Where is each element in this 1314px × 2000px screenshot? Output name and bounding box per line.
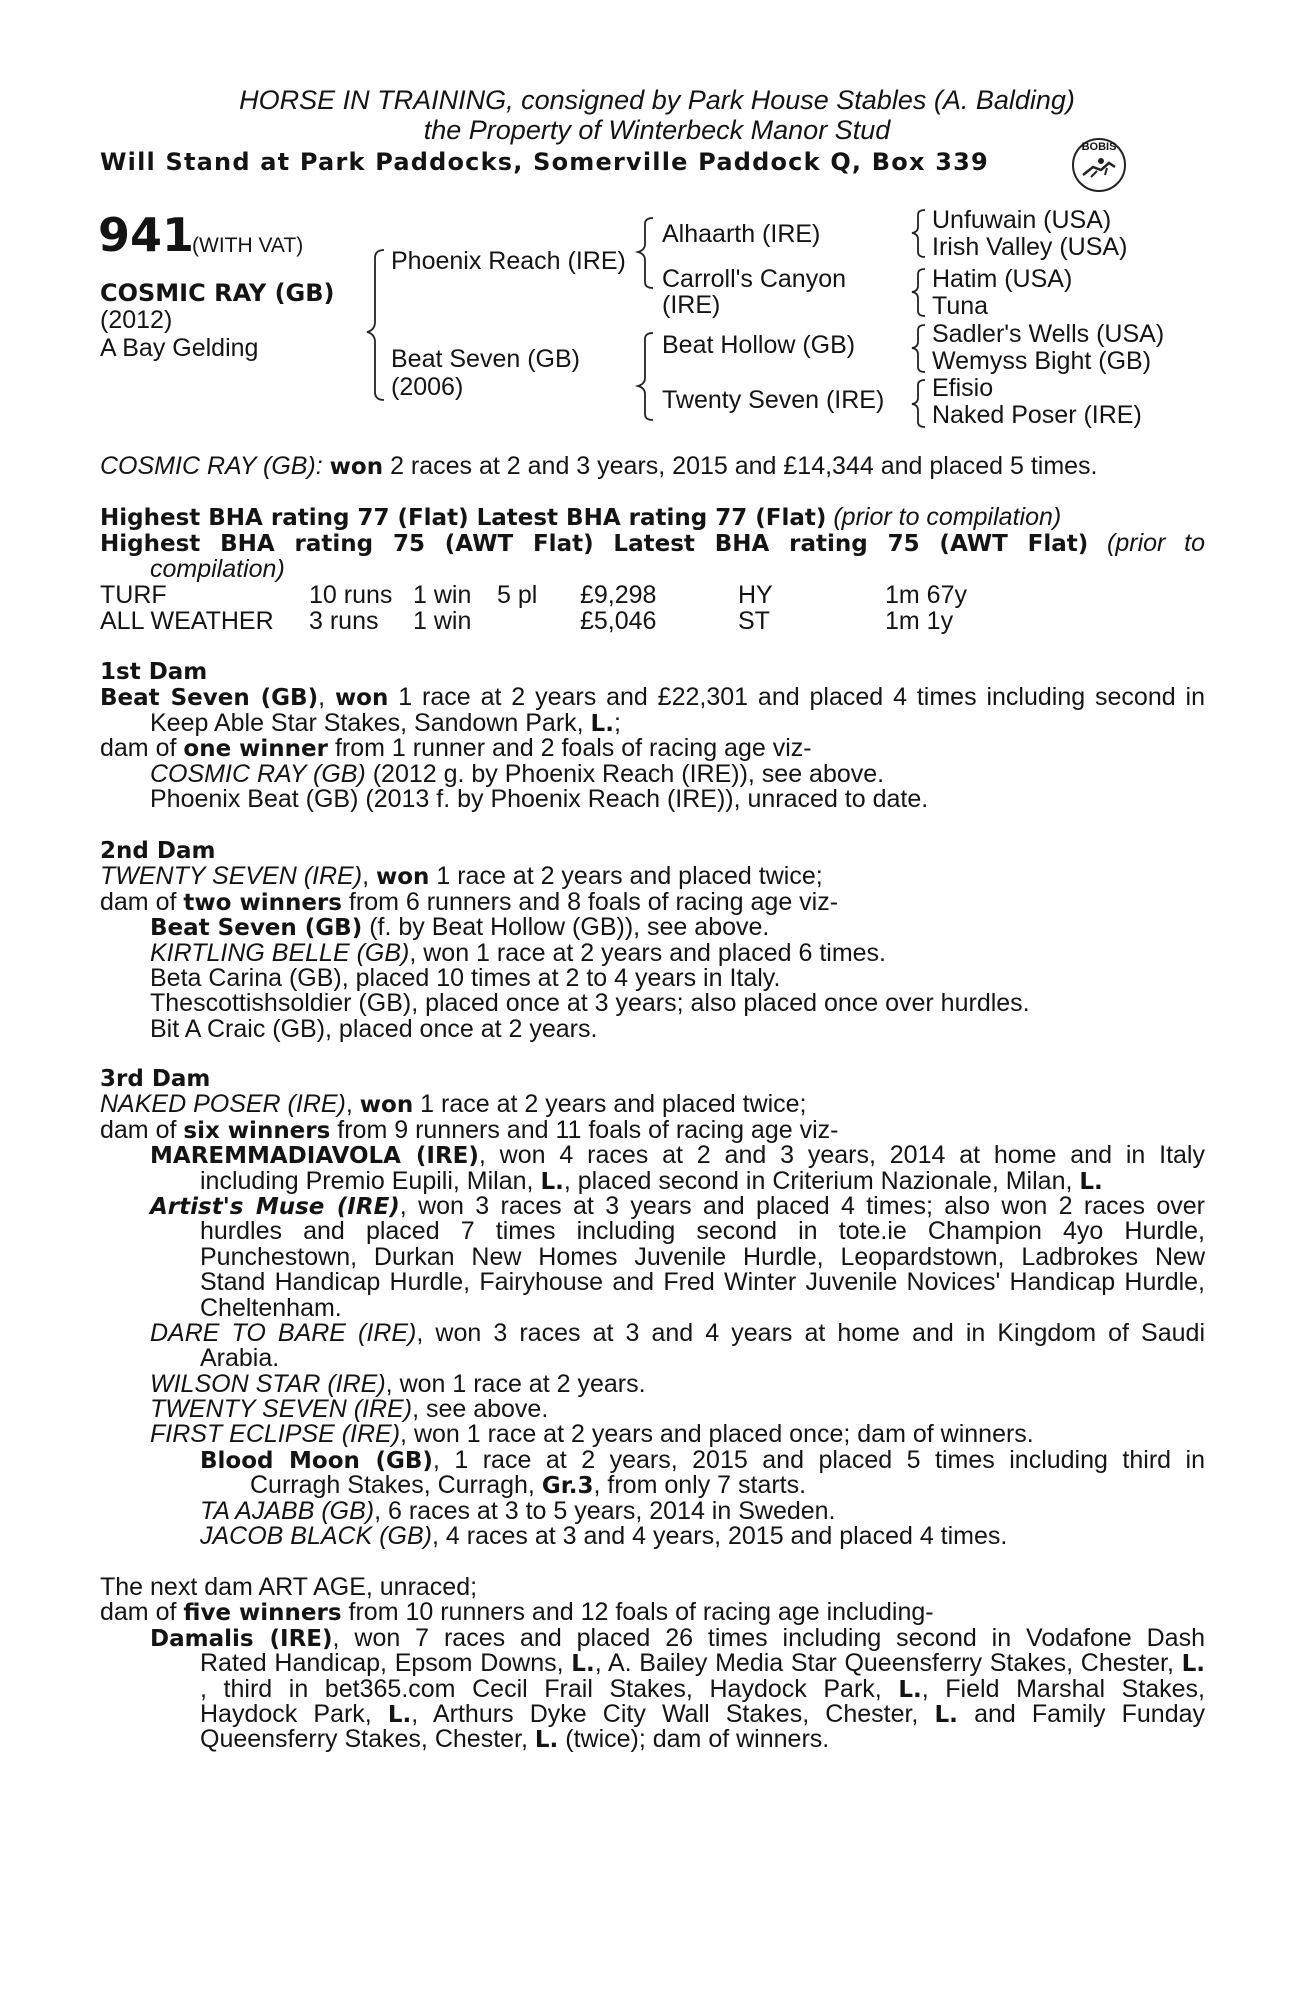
second-dam-name: TWENTY SEVEN (IRE) xyxy=(100,862,363,891)
produce-text: , won 3 races at 3 years and placed 4 times; also won 2 races over xyxy=(399,1191,1205,1220)
second-dam-text: 1 race at 2 years and placed twice; xyxy=(436,862,823,891)
third-dam-section xyxy=(100,1067,1205,1549)
listed-marker: L. xyxy=(934,1701,958,1728)
winners-count: five winners xyxy=(183,1600,342,1627)
vat-label: (WITH VAT) xyxy=(192,234,304,257)
record-surface-aw: ALL WEATHER xyxy=(100,607,274,635)
produce-text: Curragh Stakes, Curragh, xyxy=(250,1471,535,1500)
produce-name: MAREMMADIAVOLA (IRE) xyxy=(150,1143,479,1170)
group-marker: Gr.3 xyxy=(541,1473,594,1500)
third-dam-line-1: NAKED POSER (IRE), won 1 race at 2 years and placed twice; xyxy=(100,1090,807,1119)
produce-text: , from only 7 starts. xyxy=(593,1471,807,1500)
produce-text: , won 1 race at 2 years and placed once; dam of winners. xyxy=(400,1420,1034,1449)
listed-marker: L. xyxy=(387,1701,412,1728)
produce-text: , placed second in Criterium Nazionale, Milan, xyxy=(563,1166,1073,1195)
rating-awt-note: (prior to xyxy=(1107,529,1205,557)
dam-of-label: dam of xyxy=(100,1598,177,1627)
produce-item-cont: Arabia. xyxy=(200,1344,280,1373)
second-dam-won: won xyxy=(375,864,430,891)
produce-text: , 4 races at 3 and 4 years, 2015 and placed 4 times. xyxy=(432,1522,1008,1551)
produce-item xyxy=(100,1397,1205,1422)
third-dam-produce-intro xyxy=(100,1115,1205,1144)
produce-text: Haydock Park, xyxy=(200,1699,372,1728)
pedigree-sire-sire: Alhaarth (IRE) xyxy=(662,220,821,248)
bobis-logo-text: BOBIS xyxy=(1081,141,1117,153)
pedigree-dam-sire: Beat Hollow (GB) xyxy=(662,331,856,359)
winners-count: six winners xyxy=(183,1117,331,1144)
record-going-turf: HY xyxy=(738,581,773,609)
record-wins-turf: 1 win xyxy=(413,581,472,609)
produce-name: FIRST ECLIPSE (IRE) xyxy=(150,1420,401,1449)
dam-of-label: dam of xyxy=(100,887,177,916)
listed-marker: L. xyxy=(1181,1651,1206,1678)
produce-text: , 1 race at 2 years, 2015 and placed 5 times including third in xyxy=(432,1445,1205,1474)
first-dam-text-2: Keep Able Star Stakes, Sandown Park, xyxy=(150,708,584,737)
header-line-3: Will Stand at Park Paddocks, Somerville Paddock Q, Box 339 xyxy=(100,148,989,176)
produce-name: Damalis (IRE) xyxy=(150,1625,333,1652)
produce-name: Artist's Muse (IRE) xyxy=(150,1193,400,1220)
pedigree-sire-dam-country: (IRE) xyxy=(662,291,721,319)
horse-name: COSMIC RAY (GB) xyxy=(100,279,335,307)
race-summary xyxy=(100,454,1098,480)
record-going-aw: ST xyxy=(738,607,770,635)
produce-text: , Field Marshal Stakes, xyxy=(921,1674,1205,1703)
produce-text: , A. Bailey Media Star Queensferry Stakes, Chester, xyxy=(594,1649,1174,1678)
produce-text: , 6 races at 3 to 5 years, 2014 in Sweden. xyxy=(374,1496,836,1525)
produce-item-cont: Cheltenham. xyxy=(200,1293,342,1322)
grand-produce-item xyxy=(100,1445,1205,1474)
record-placed-turf: 5 pl xyxy=(497,581,538,609)
first-dam-heading: 1st Dam xyxy=(100,659,208,685)
record-runs-aw: 3 runs xyxy=(309,607,379,635)
listed-marker: L. xyxy=(590,710,614,737)
summary-horse-name: COSMIC RAY (GB) xyxy=(100,452,316,480)
produce-item xyxy=(100,1191,1205,1220)
produce-text: (2012 g. by Phoenix Reach (IRE)), see above. xyxy=(372,759,885,788)
produce-item: Thescottishsoldier (GB), placed once at 3 years; also placed once over hurdles. xyxy=(150,989,1030,1018)
lot-number: 941 xyxy=(98,208,195,262)
summary-colon: : xyxy=(315,452,323,480)
produce-item: Beta Carina (GB), placed 10 times at 2 to 4 years in Italy. xyxy=(150,963,781,992)
pedigree-g4: Tuna xyxy=(932,292,989,320)
third-dam-heading: 3rd Dam xyxy=(100,1066,211,1092)
second-dam-section xyxy=(100,839,1205,1042)
produce-name: Blood Moon (GB) xyxy=(200,1447,433,1474)
produce-name: JACOB BLACK (GB) xyxy=(200,1522,432,1551)
dam-of-label: dam of xyxy=(100,1115,177,1144)
produce-text: , won 4 races at 2 and 3 years, 2014 at home and in Italy xyxy=(478,1141,1205,1170)
first-dam-text-1: 1 race at 2 years and £22,301 and placed 4 times including second in xyxy=(398,683,1205,712)
produce-item xyxy=(100,759,1205,788)
rating-awt-bold: Highest BHA rating 75 (AWT Flat) Latest BHA rating 75 (AWT Flat) xyxy=(100,531,1089,557)
produce-item-cont xyxy=(100,1699,1206,1728)
produce-item-cont: Punchestown, Durkan New Homes Juvenile Hurdle, Leopardstown, Ladbrokes New xyxy=(200,1242,1205,1271)
first-dam-produce-intro xyxy=(100,736,1205,761)
produce-text: Queensferry Stakes, Chester, xyxy=(200,1725,528,1754)
produce-item: Phoenix Beat (GB) (2013 f. by Phoenix Reach (IRE)), unraced to date. xyxy=(150,784,929,813)
record-distance-aw: 1m 1y xyxy=(885,607,954,635)
pedigree-g6: Wemyss Bight (GB) xyxy=(932,347,1152,375)
produce-text: , won 7 races and placed 26 times including second in Vodafone Dash xyxy=(332,1623,1205,1652)
listed-marker: L. xyxy=(571,1651,595,1678)
winners-count: one winner xyxy=(183,736,328,763)
header-line-2: the Property of Winterbeck Manor Stud xyxy=(423,115,891,145)
pedigree-g3: Hatim (USA) xyxy=(932,265,1073,293)
rating-awt xyxy=(100,531,1205,557)
produce-item-cont: hurdles and placed 7 times including second in tote.ie Champion 4yo Hurdle, xyxy=(200,1217,1205,1246)
listed-marker: L. xyxy=(534,1727,559,1754)
first-dam-line-1: Beat Seven (GB), won 1 race at 2 years and £22,301 and placed 4 times including second in xyxy=(100,683,1205,712)
second-dam-produce-intro xyxy=(100,887,1205,916)
first-dam-text-2-end: ; xyxy=(613,708,621,737)
record-distance-turf: 1m 67y xyxy=(885,581,967,609)
horse-year: (2012) xyxy=(100,306,173,334)
pedigree-g1: Unfuwain (USA) xyxy=(932,206,1112,234)
dam-of-label: dam of xyxy=(100,734,177,763)
grand-produce-item xyxy=(100,1496,1205,1525)
produce-name: WILSON STAR (IRE) xyxy=(150,1369,386,1398)
produce-item xyxy=(100,1318,1205,1347)
produce-item xyxy=(100,1143,1205,1168)
produce-name: COSMIC RAY (GB) xyxy=(150,759,366,788)
pedigree-g5: Sadler's Wells (USA) xyxy=(932,320,1165,348)
produce-name: KIRTLING BELLE (GB) xyxy=(150,938,410,967)
produce-item: Bit A Craic (GB), placed once at 2 years. xyxy=(150,1014,598,1043)
produce-name: Beat Seven (GB) xyxy=(150,915,363,942)
produce-intro-text: from 1 runner and 2 foals of racing age viz- xyxy=(334,734,812,763)
produce-text: , Arthurs Dyke City Wall Stakes, Chester, xyxy=(411,1699,919,1728)
pedigree-g8: Naked Poser (IRE) xyxy=(932,401,1142,429)
second-dam-heading: 2nd Dam xyxy=(100,838,216,864)
produce-text: , won 1 race at 2 years and placed 6 times. xyxy=(409,938,886,967)
produce-item xyxy=(100,1623,1205,1652)
rating-awt-note-cont: compilation) xyxy=(150,555,285,583)
produce-item-cont: Stand Handicap Hurdle, Fairyhouse and Fred Winter Juvenile Novices' Handicap Hurdle, xyxy=(200,1268,1205,1297)
next-dam-section xyxy=(100,1575,1205,1753)
produce-text: including Premio Eupili, Milan, xyxy=(200,1166,534,1195)
produce-text: , won 3 races at 3 and 4 years at home and in Kingdom of Saudi xyxy=(416,1318,1205,1347)
pedigree-sire: Phoenix Reach (IRE) xyxy=(391,247,626,275)
produce-text: , see above. xyxy=(412,1395,549,1424)
rating-flat xyxy=(100,505,1061,531)
produce-intro-text: from 9 runners and 11 foals of racing age viz- xyxy=(337,1115,839,1144)
produce-text: and Family Funday xyxy=(974,1699,1206,1728)
next-dam-intro: The next dam ART AGE, unraced; xyxy=(100,1573,478,1601)
first-dam-line-2 xyxy=(100,708,1205,737)
pedigree-g7: Efisio xyxy=(932,374,994,402)
first-dam-section xyxy=(100,660,1205,812)
first-dam-won: won xyxy=(334,685,389,712)
produce-text: Rated Handicap, Epsom Downs, xyxy=(200,1649,564,1678)
pedigree-dam-year: (2006) xyxy=(391,373,464,401)
produce-item-cont xyxy=(100,1727,1205,1752)
pedigree-dam: Beat Seven (GB) xyxy=(391,345,580,373)
pedigree-dam-dam: Twenty Seven (IRE) xyxy=(662,386,885,414)
produce-name: TWENTY SEVEN (IRE) xyxy=(150,1395,413,1424)
record-surface-turf: TURF xyxy=(100,581,167,609)
produce-text: (twice); dam of winners. xyxy=(565,1725,830,1754)
record-runs-turf: 10 runs xyxy=(309,581,393,609)
second-dam-line-1: TWENTY SEVEN (IRE), won 1 race at 2 years and placed twice; xyxy=(100,862,823,891)
produce-item xyxy=(100,938,1205,967)
horse-description: A Bay Gelding xyxy=(100,334,259,362)
header-line-1: HORSE IN TRAINING, consigned by Park House Stables (A. Balding) xyxy=(239,85,1075,115)
produce-item-cont xyxy=(100,1166,1205,1195)
first-dam-name: Beat Seven (GB) xyxy=(100,685,319,712)
grand-produce-item-cont xyxy=(100,1473,1205,1498)
produce-name: TA AJABB (GB) xyxy=(200,1496,375,1525)
rating-flat-note: (prior to compilation) xyxy=(833,503,1062,531)
record-wins-aw: 1 win xyxy=(413,607,472,635)
next-dam-produce-intro xyxy=(100,1600,1205,1625)
record-prize-turf: £9,298 xyxy=(580,581,657,609)
produce-intro-text: from 10 runners and 12 foals of racing age including- xyxy=(348,1598,934,1627)
produce-item xyxy=(100,1369,1205,1398)
produce-text: (f. by Beat Hollow (GB)), see above. xyxy=(369,913,770,942)
third-dam-won: won xyxy=(359,1092,414,1119)
produce-item-cont xyxy=(100,1651,1205,1676)
winners-count: two winners xyxy=(183,889,342,916)
listed-marker: L. xyxy=(898,1676,922,1703)
pedigree-sire-dam: Carroll's Canyon xyxy=(662,265,847,293)
produce-item xyxy=(100,1422,1205,1447)
third-dam-text: 1 race at 2 years and placed twice; xyxy=(420,1090,807,1119)
record-prize-aw: £5,046 xyxy=(580,607,657,635)
listed-marker: L. xyxy=(540,1168,564,1195)
rating-flat-bold: Highest BHA rating 77 (Flat) Latest BHA rating 77 (Flat) xyxy=(100,505,827,531)
produce-name: DARE TO BARE (IRE) xyxy=(150,1318,417,1347)
summary-won: won xyxy=(329,454,384,480)
produce-item xyxy=(100,915,1205,940)
listed-marker: L. xyxy=(1079,1168,1103,1195)
produce-text: , won 1 race at 2 years. xyxy=(385,1369,646,1398)
produce-item-cont xyxy=(100,1674,1205,1703)
produce-text: , third in bet365.com Cecil Frail Stakes, Haydock Park, xyxy=(200,1674,882,1703)
summary-text: 2 races at 2 and 3 years, 2015 and £14,344 and placed 5 times. xyxy=(390,452,1098,480)
grand-produce-item xyxy=(100,1524,1205,1549)
produce-intro-text: from 6 runners and 8 foals of racing age viz- xyxy=(348,887,839,916)
third-dam-name: NAKED POSER (IRE) xyxy=(100,1090,346,1119)
pedigree-g2: Irish Valley (USA) xyxy=(932,233,1128,261)
